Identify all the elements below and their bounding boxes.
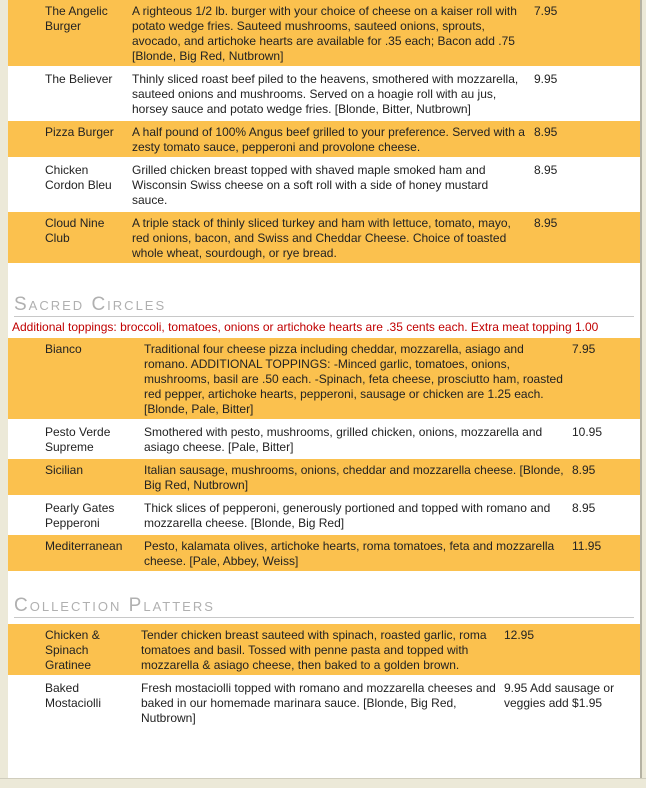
table-row (8, 534, 640, 572)
item-description: A half pound of 100% Angus beef grilled to your preference. Served with a zesty tomato sauce, pepperoni and provolone cheese. (128, 120, 530, 158)
table-row (8, 67, 640, 120)
table-row (8, 676, 640, 729)
pizza-table (8, 338, 640, 573)
item-price: 8.95 (568, 458, 640, 496)
table-row (8, 211, 640, 264)
item-price: 8.95 (530, 120, 640, 158)
table-row (8, 420, 640, 458)
item-price: 8.95 (568, 496, 640, 534)
table-row (8, 458, 640, 496)
item-name: Mediterranean (41, 534, 140, 572)
item-name: Pesto Verde Supreme (41, 420, 140, 458)
item-description: A righteous 1/2 lb. burger with your choice of cheese on a kaiser roll with potato wedge fries. Sauteed mushrooms, sauteed onions, sprouts, avocado, and artichoke hearts are available for .35 each; Bacon add .75 [Blonde, Big Red, Nutbrown] (128, 0, 530, 67)
platter-table (8, 624, 640, 730)
table-row (8, 0, 640, 67)
item-price: 9.95 Add sausage or veggies add $1.95 (500, 676, 640, 729)
item-description: Fresh mostaciolli topped with romano and mozzarella cheeses and baked in our homemade marinara sauce. [Blonde, Big Red, Nutbrown] (137, 676, 500, 729)
table-row (8, 496, 640, 534)
item-name: Cloud Nine Club (41, 211, 128, 264)
item-price: 12.95 (500, 624, 640, 676)
item-description: A triple stack of thinly sliced turkey and ham with lettuce, tomato, mayo, red onions, bacon, and Swiss and Cheddar Cheese. Choice of toasted whole wheat, sourdough, or rye bread. (128, 211, 530, 264)
item-description: Italian sausage, mushrooms, onions, cheddar and mozzarella cheese. [Blonde, Big Red, Nutbrown] (140, 458, 568, 496)
item-price: 7.95 (568, 338, 640, 420)
item-name: Sicilian (41, 458, 140, 496)
item-price: 8.95 (530, 211, 640, 264)
table-row (8, 158, 640, 211)
section-title-sacred-circles: Sacred Circles (14, 295, 634, 317)
item-name: Chicken Cordon Bleu (41, 158, 128, 211)
item-description: Grilled chicken breast topped with shaved maple smoked ham and Wisconsin Swiss cheese on a soft roll with a side of honey mustard sauce. (128, 158, 530, 211)
item-description: Tender chicken breast sauteed with spinach, roasted garlic, roma tomatoes and basil. Tossed with penne pasta and topped with mozzarella & asiago cheese, then baked to a golden brown. (137, 624, 500, 676)
item-name: Chicken & Spinach Gratinee (41, 624, 137, 676)
item-description: Pesto, kalamata olives, artichoke hearts, roma tomatoes, feta and mozzarella cheese. [Pale, Abbey, Weiss] (140, 534, 568, 572)
menu-page (8, 0, 642, 778)
section-title-collection-platters: Collection Platters (14, 596, 634, 618)
table-row (8, 120, 640, 158)
item-description: Thinly sliced roast beef piled to the heavens, smothered with mozzarella, sauteed onions and mushrooms. Served on a hoagie roll with au jus, horsey sauce and potato wedge fries. [Blonde, Bitter, Nutbrown] (128, 67, 530, 120)
table-row (8, 624, 640, 676)
item-name: Bianco (41, 338, 140, 420)
item-price: 11.95 (568, 534, 640, 572)
item-price: 8.95 (530, 158, 640, 211)
item-name: The Believer (41, 67, 128, 120)
item-description: Traditional four cheese pizza including cheddar, mozzarella, asiago and romano. ADDITIONAL TOPPINGS: -Minced garlic, tomatoes, onions, mushrooms, basil are .50 each. -Spinach, feta cheese, prosciutto ham, roasted red pepper, artichoke hearts, pepperoni, sausage or chicken are 1.25 each. [Blonde, Pale, Bitter] (140, 338, 568, 420)
item-name: Baked Mostaciolli (41, 676, 137, 729)
burger-table (8, 0, 640, 265)
item-price: 7.95 (530, 0, 640, 67)
item-price: 9.95 (530, 67, 640, 120)
item-description: Thick slices of pepperoni, generously portioned and topped with romano and mozzarella cheese. [Blonde, Big Red] (140, 496, 568, 534)
item-name: Pearly Gates Pepperoni (41, 496, 140, 534)
item-name: Pizza Burger (41, 120, 128, 158)
item-price: 10.95 (568, 420, 640, 458)
item-name: The Angelic Burger (41, 0, 128, 67)
item-description: Smothered with pesto, mushrooms, grilled chicken, onions, mozzarella and asiago cheese. [Pale, Bitter] (140, 420, 568, 458)
table-row (8, 338, 640, 420)
toppings-note: Additional toppings: broccoli, tomatoes, onions or artichoke hearts are .35 cents each. Extra meat topping 1.00 (12, 320, 599, 334)
